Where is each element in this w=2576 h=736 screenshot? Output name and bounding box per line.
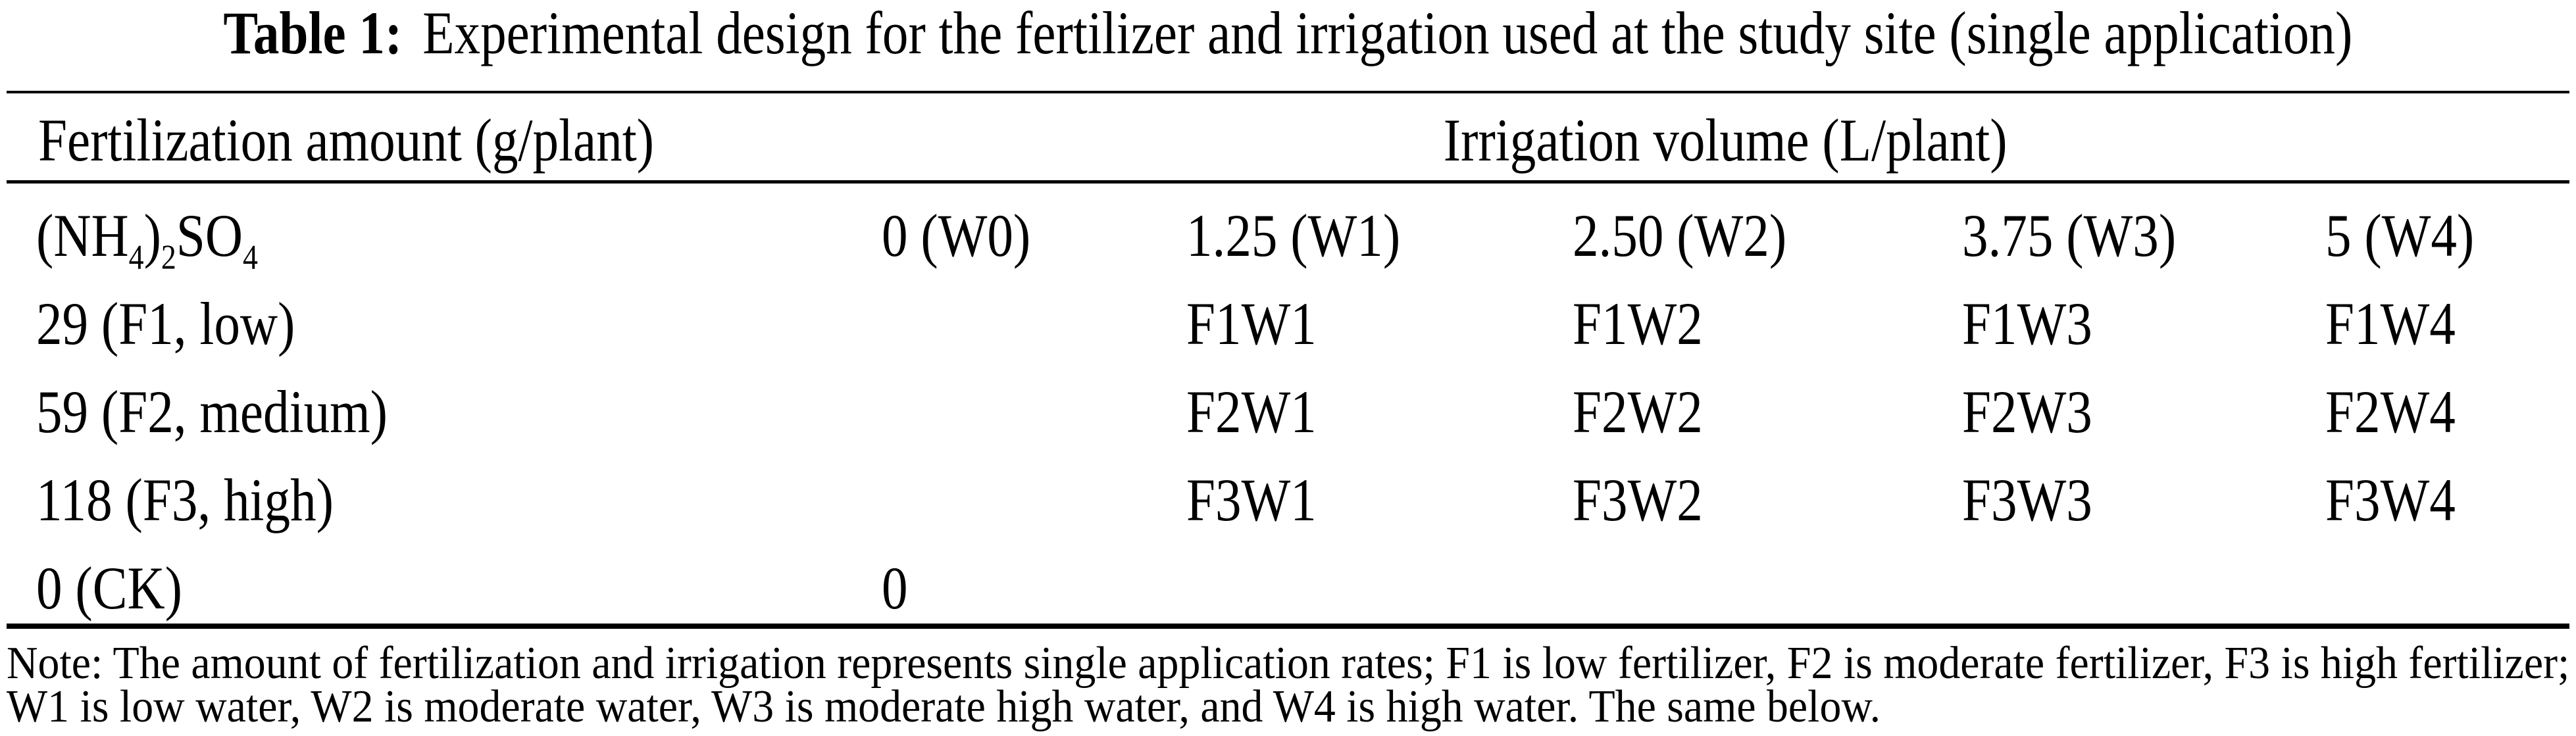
cell-f2w3 (1962, 368, 2113, 456)
cell-f1w4 (2325, 280, 2477, 368)
cell-f2w4 (2325, 368, 2477, 456)
cell-w0 (882, 191, 1055, 280)
table-rule-top (7, 91, 2569, 93)
table-row-ammonium-sulfate (0, 191, 2576, 280)
cell-ck-label (36, 544, 206, 632)
cell-text: 59 (F2, medium) (36, 378, 388, 445)
cell-text: F3W1 (1186, 466, 1317, 533)
cell-text: 118 (F3, high) (36, 466, 334, 533)
cell-text: F3W4 (2325, 466, 2456, 533)
table-row-f2 (0, 368, 2576, 456)
cell-text: F2W3 (1962, 378, 2092, 445)
cell-formula (36, 191, 294, 280)
header-fertilization-amount (38, 99, 754, 182)
formula-part: SO (176, 202, 243, 269)
formula-nh4-2-so4 (36, 191, 258, 280)
cell-text: F1W3 (1962, 290, 2092, 357)
cell-f3w1 (1186, 456, 1338, 544)
cell-text: F2W2 (1573, 378, 1703, 445)
header-fertilization-label: Fertilization amount (g/plant) (38, 107, 655, 174)
cell-f3w3 (1962, 456, 2113, 544)
cell-text: 1.25 (W1) (1186, 202, 1401, 269)
cell-ck-zero (882, 544, 912, 632)
cell-w1 (1186, 191, 1435, 280)
cell-text: 0 (882, 554, 908, 622)
table-row-f3 (0, 456, 2576, 544)
cell-w3 (1962, 191, 2211, 280)
table-rule-header (7, 180, 2569, 184)
formula-subscript: 2 (161, 237, 176, 277)
cell-f1w1 (1186, 280, 1338, 368)
caption-text: Experimental design for the fertilizer and irrigation used at the study site (single application) (422, 0, 2353, 66)
header-irrigation-volume (882, 99, 2569, 182)
table-rule-bottom (7, 624, 2569, 629)
cell-text: 3.75 (W3) (1962, 202, 2177, 269)
cell-f2-label (36, 368, 445, 456)
cell-text: 2.50 (W2) (1573, 202, 1787, 269)
cell-text: F1W2 (1573, 290, 1703, 357)
cell-text: 0 (W0) (882, 202, 1031, 269)
formula-part: ) (143, 202, 161, 269)
cell-f2w1 (1186, 368, 1338, 456)
table-note (7, 638, 2576, 732)
cell-text: F2W1 (1186, 378, 1317, 445)
table-row-ck (0, 544, 2576, 632)
note-line-2: W1 is low water, W2 is moderate water, W3 is moderate high water, and W4 is high water. The same below. (7, 681, 1881, 732)
caption-inner (224, 0, 2353, 70)
cell-w4 (2325, 191, 2498, 280)
formula-subscript: 4 (128, 237, 144, 277)
header-irrigation-label: Irrigation volume (L/plant) (1444, 107, 2008, 174)
cell-f3w2 (1573, 456, 1724, 544)
cell-text: F2W4 (2325, 378, 2456, 445)
cell-text: F1W1 (1186, 290, 1317, 357)
table-header-row (0, 99, 2576, 182)
table-caption (0, 0, 2576, 70)
cell-f3w4 (2325, 456, 2477, 544)
cell-text: 0 (CK) (36, 554, 182, 622)
cell-f1w3 (1962, 280, 2113, 368)
cell-f1-label (36, 280, 337, 368)
cell-f3-label (36, 456, 382, 544)
cell-text: F3W2 (1573, 466, 1703, 533)
caption-label: Table 1: (223, 0, 403, 66)
cell-f1w2 (1573, 280, 1724, 368)
note-line-1: Note: The amount of fertilization and irrigation represents single application rates; F1 is low fertilizer, F2 is moderate fertilizer, F3 is high fertilizer; (7, 638, 2570, 689)
cell-f2w2 (1573, 368, 1724, 456)
table-row-f1 (0, 280, 2576, 368)
cell-text: 29 (F1, low) (36, 290, 295, 357)
cell-text: F3W3 (1962, 466, 2092, 533)
cell-w2 (1573, 191, 1821, 280)
formula-subscript: 4 (243, 237, 258, 277)
formula-part: (NH (36, 202, 129, 269)
cell-text: 5 (W4) (2325, 202, 2475, 269)
cell-text: F1W4 (2325, 290, 2456, 357)
